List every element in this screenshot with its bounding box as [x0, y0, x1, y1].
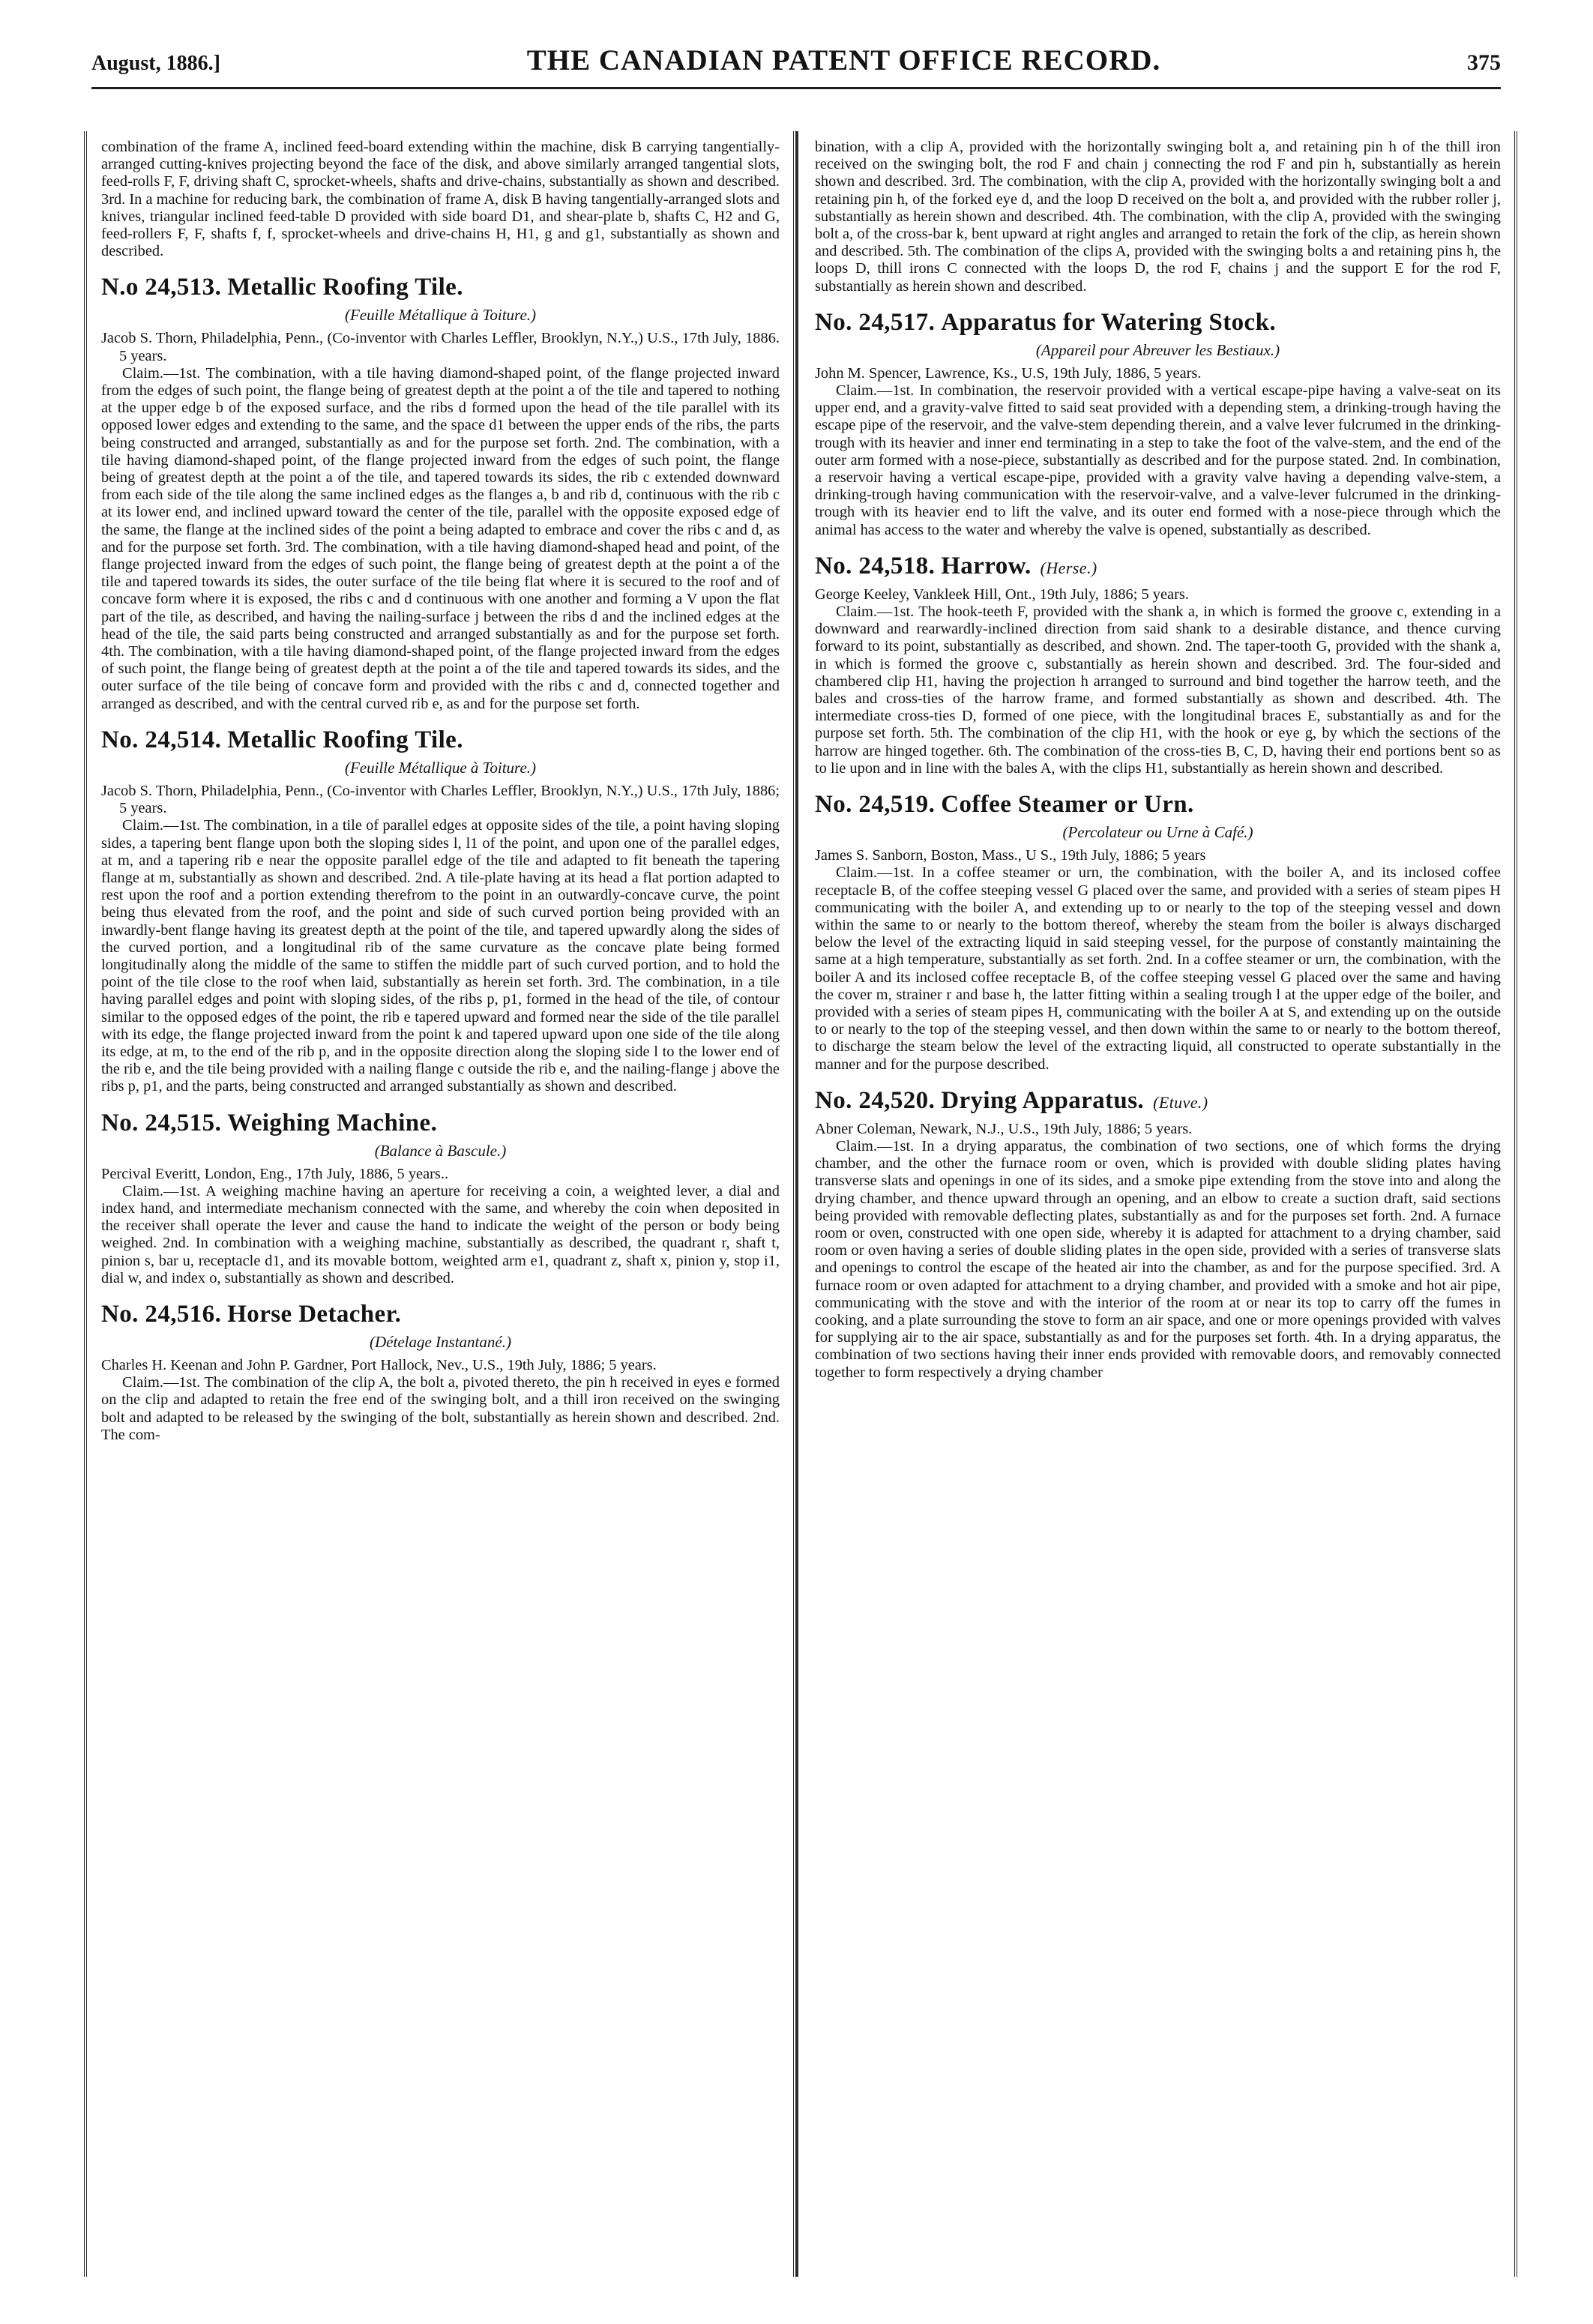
french-title: (Appareil pour Abreuver les Bestiaux.): [1035, 340, 1280, 359]
inventor-line: George Keeley, Vankleek Hill, Ont., 19th July, 1886; 5 years.: [815, 585, 1189, 603]
patent-title: Metallic Roofing Tile.: [227, 274, 463, 301]
inventor-line: Abner Coleman, Newark, N.J., U.S., 19th July, 1886; 5 years.: [815, 1120, 1193, 1137]
inventor-line: Jacob S. Thorn, Philadelphia, Penn., (Co-inventor with Charles Leffler, Brooklyn, N.Y.,) U.S., 17th July, 1886. 5 years.: [101, 330, 780, 364]
claims-text: Claim.—1st. The combination, in a tile of parallel edges at opposite sides of the tile, a point having sloping sides, a tapering bent flange upon both the sloping sides l, l1 of the point, and upon one of the parallel edges, at m, and a tapering rib e near the opposite parallel edge of the tile and adapted to fit beneath the tapering flange at m, substantially as shown and described. 2nd. A tile-plate having at its head a flat portion adapted to rest upon the roof and a portion extending therefrom to the point in an outwardly-concave curve, the point being thus elevated from the roof, and the point and side of such curved portion being provided with an inwardly-bent flange having its greatest depth at the point of the tile, and tapered upwardly along the sides of the curved portion, and a longitudinal rib of the same curvature as the concave plate being formed longitudinally along the middle of the same to stiffen the middle part of such curved portion, and to hold the point of the tile close to the roof when laid, substantially as herein set forth. 3rd. The combination, in a tile having parallel edges and point with sloping sides, of the ribs p, p1, formed in the head of the tile, of contour similar to the opposed edges of the point, the rib e tapered upward and formed near the side of the tile parallel with its edge, the flange projected inward from the point k and tapered upward upon one side of the tile along its edge, at m, to the end of the rib p, and in the opposite direction along the sloping side l to the lower end of the rib e, and the tile being provided with a nailing flange c outside the rib e, and the nailing-flange j above the ribs p, p1, and the parts, being constructed and arranged substantially as shown and described.: [101, 817, 780, 1095]
inventor-line: James S. Sanborn, Boston, Mass., U S., 19th July, 1886; 5 years: [815, 847, 1206, 864]
page-number: 375: [1467, 50, 1501, 75]
patent-number: No. 24,518.: [815, 552, 936, 580]
patent-heading: [101, 271, 780, 304]
claims-text: Claim.—1st. The combination of the clip A, the bolt a, pivoted thereto, the pin h received in eyes e formed on the clip and adapted to retain the free end of the swinging bolt, and a thill iron received on the swinging bolt and adapted to be released by the swinging of the bolt, substantially as herein shown and described. 2nd. The com-: [101, 1374, 780, 1443]
continued-claims: combination of the frame A, inclined feed-board extending within the machine, disk B carrying tangentially-arranged cutting-knives projecting beyond the face of the disk, and above similarly arranged tangential slots, feed-rolls F, F, driving shaft C, sprocket-wheels, shafts and drive-chains, substantially as shown and described. 3rd. In a machine for reducing bark, the combination of frame A, disk B having tangentially-arranged slots and knives, triangular inclined feed-table D provided with side board D1, and shear-plate b, shafts C, H2 and G, feed-rollers F, F, shafts f, f, sprocket-wheels and drive-chains H, H1, g and g1, substantially as shown and described.: [101, 139, 780, 260]
patent-title: Coffee Steamer or Urn.: [941, 791, 1194, 819]
claims-text: Claim.—1st. The combination, with a tile having diamond-shaped point, of the flange projected inward from the edges of such point, the flange being of greatest depth at the point a of the tile and tapered to nothing at the upper edge b of the exposed surface, and the ribs d formed upon the head of the tile parallel with its opposed lower edges and extending to the same, and the space d1 between the upper ends of the ribs, the parts being constructed and arranged, substantially as and for the purpose set forth. 2nd. The combination, with a tile having diamond-shaped point, of the flange projected inward from the edges of such point, the flange being of greatest depth at the point a of the tile, and tapered towards its sides, the rib c extended downward from each side of the tile along the same inclined edges as the flanges a, b and rib d, continuous with the rib c at its lower end, and inclined upward toward the center of the tile, parallel with the opposite exposed edge of the same, the flange at the inclined sides of the point a being adapted to embrace and cover the ribs c and d, as and for the purpose set forth. 3rd. The combination, with a tile having diamond-shaped head and point, of the flange projected inward from the edges of such point, the flange being of greatest depth at the point a of the tile and tapered towards its sides, the outer surface of the tile being flat where it is secured to the roof and of concave form where it is exposed, the ribs c and d continuous with one another and forming a V upon the flat part of the tile, as described, and having the nailing-surface j between the ribs d and the inclined edges at the head of the tile, the said parts being constructed and arranged substantially as and for the purpose set forth. 4th. The combination, with a tile having diamond-shaped point, of the flange projected inward from the edges of such point, the flange being of greatest depth at the point a of the tile and tapered towards its sides, and the outer surface of the tile being of concave form and provided with the ribs c and d, connected together and arranged as described, and with the central curved rib e, as and for the purpose set forth.: [101, 364, 780, 712]
continued-claims: bination, with a clip A, provided with the horizontally swinging bolt a, and retaining pin h of the thill iron received on the swinging bolt, the rod F and chain j connecting the rod F and pin h, substantially as herein shown and described. 3rd. The combination, with the clip A, provided with the horizontally swinging bolt a and retaining pin h, of the forked eye d, and the loop D received on the bolt a, and provided with the rubber roller j, substantially as herein shown and described. 4th. The combination, with the clip A, provided with the swinging bolt a, of the cross-bar k, bent upward at right angles and arranged to retain the fork of the clip, as herein shown and described. 5th. The combination of the clips A, provided with the swinging bolts a and retaining pins h, the loops D, thill irons C connected with the loops D, the rod F, chains j and the support E for the rod F, substantially as herein shown and described.: [815, 139, 1501, 295]
patent-heading: [101, 1107, 780, 1140]
patent-title: Weighing Machine.: [227, 1109, 438, 1137]
patent-title: Horse Detacher.: [227, 1300, 402, 1328]
patent-title: Harrow.: [941, 552, 1032, 580]
inventor-line: Jacob S. Thorn, Philadelphia, Penn., (Co-inventor with Charles Leffler, Brooklyn, N.Y.,) U.S., 17th July, 1886; 5 years.: [101, 782, 780, 817]
publication-title: THE CANADIAN PATENT OFFICE RECORD.: [526, 44, 1161, 76]
patent-24515: [101, 1107, 780, 1287]
patent-number: No. 24,520.: [815, 1086, 936, 1114]
patent-24519: [815, 788, 1501, 1074]
patent-title: Apparatus for Watering Stock.: [941, 308, 1276, 336]
claims-text: Claim.—1st. A weighing machine having an aperture for receiving a coin, a weighted lever, a dial and index hand, and intermediate mechanism connected with the same, and whereby the coin when deposited in the receiver shall operate the lever and cause the hand to indicate the weight of the person or body being weighed. 2nd. In combination with a weighing machine, substantially as described, the quadrant r, shaft t, pinion s, bar u, receptacle d1, and its movable bottom, weighted arm e1, quadrant z, shaft x, pinion y, stop i1, dial w, and index o, substantially as shown and described.: [101, 1182, 780, 1286]
patent-number: No. 24,517.: [815, 308, 936, 336]
french-title: (Feuille Métallique à Toiture.): [344, 758, 537, 777]
patent-24516: [101, 1298, 780, 1444]
patent-number: No. 24,516.: [101, 1300, 222, 1328]
patent-title: Drying Apparatus.: [941, 1086, 1145, 1114]
claims-text: Claim.—1st. In combination, the reservoir provided with a vertical escape-pipe having a valve-seat on its upper end, and a gravity-valve fitted to said seat provided with a depending stem, a drinking-trough having the escape pipe of the reservoir, and the valve-stem depending therein, and a valve lever fulcrumed in the drinking-trough with its heavier and inner end terminating in a step to take the foot of the valve-stem, and the end of the outer arm formed with a nose-piece, substantially as described and for the purpose stated. 2nd. In combination, a reservoir having a vertical escape-pipe, provided with a gravity valve having a depending valve-stem, a drinking-trough having communication with the reservoir-valve, and a valve-lever fulcrumed in the drinking-trough with its heavier end to lift the valve, and its outer end formed with a nose-piece through which the animal has access to the water and whereby the valve is opened, substantially as described.: [815, 382, 1501, 538]
patent-number: No. 24,515.: [101, 1109, 222, 1137]
inventor-line: John M. Spencer, Lawrence, Ks., U.S, 19th July, 1886, 5 years.: [815, 364, 1202, 382]
claims-text: Claim.—1st. In a drying apparatus, the combination of two sections, one of which forms the drying chamber, and the other the furnace room or oven, which is provided with double sliding plates having transverse slats and openings in one of its sides, and a smoke pipe extending from the stove into and along the drying chamber, and thence upward through an opening, and an elbow to create a suction draft, said sections being provided with removable deflecting plates, substantially as and for the purposes set forth. 2nd. A furnace room or oven, constructed with one open side, whereby it is adapted for attachment to a drying chamber, said room or oven having a series of double sliding plates in the open side, provided with a series of transverse slats and openings to control the escape of the heated air into the chamber, as and for the purpose specified. 3rd. A furnace room or oven adapted for attachment to a drying chamber, and provided with a smoke and hot air pipe, communicating with the stove and with the interior of the room at or near its top to carry off the fumes in cooking, and a plate surrounding the stove to form an air space, and one or more openings provided with valves for supplying air to the air space, substantially as and for the purposes set forth. 4th. In a drying apparatus, the combination of two sections having their inner ends provided with removable doors, and removably connected together to form respectively a drying chamber: [815, 1137, 1501, 1381]
patent-24520: [815, 1084, 1501, 1382]
patent-heading: [815, 1084, 1501, 1119]
french-title: (Balance à Bascule.): [374, 1141, 507, 1160]
patent-heading: [101, 723, 780, 756]
patent-title: Metallic Roofing Tile.: [227, 726, 463, 753]
patent-number: No. 24,514.: [101, 726, 222, 753]
right-column: [815, 139, 1501, 2272]
issue-date: August, 1886.]: [91, 52, 220, 75]
french-title: (Etuve.): [1153, 1092, 1208, 1112]
patent-24518: [815, 550, 1501, 777]
patent-heading: [815, 550, 1501, 585]
inventor-line: Percival Everitt, London, Eng., 17th July, 1886, 5 years..: [101, 1165, 449, 1182]
french-title: (Dételage Instantané.): [370, 1332, 511, 1351]
inventor-line: Charles H. Keenan and John P. Gardner, Port Hallock, Nev., U.S., 19th July, 1886; 5 years.: [101, 1356, 657, 1373]
left-column: [101, 139, 780, 2272]
patent-24517: [815, 306, 1501, 539]
patent-heading: [815, 788, 1501, 821]
patent-heading: [815, 306, 1501, 339]
french-title: (Percolateur ou Urne à Café.): [1062, 823, 1253, 842]
patent-heading: [101, 1298, 780, 1331]
patent-number: N.o 24,513.: [101, 274, 222, 301]
french-title: (Feuille Métallique à Toiture.): [344, 306, 537, 325]
patent-24513: [101, 271, 780, 712]
claims-text: Claim.—1st. The hook-teeth F, provided with the shank a, in which is formed the groove c, extending in a downward and rearwardly-inclined direction from said shank to a desirable distance, and thence curving forward to its point, substantially as described, and shown. 2nd. The taper-tooth G, provided with the shank a, in which is formed the groove c, substantially as herein shown and described. 3rd. The four-sided and chambered clip H1, having the projection h arranged to surround and bind together the harrow teeth, and the bales and cross-ties of the harrow frame, and formed substantially as shown and described. 4th. The intermediate cross-ties D, formed of one piece, with the longitudinal braces E, substantially as and for the purpose set forth. 5th. The combination of the clip H1, with the hook or eye g, by which the sections of the harrow are hinged together. 6th. The combination of the cross-ties B, C, D, having their end portions bent so as to lie upon and in line with the bales A, with the clips H1, substantially as herein shown and described.: [815, 603, 1501, 777]
running-head: [91, 43, 1501, 89]
claims-text: Claim.—1st. In a coffee steamer or urn, the combination, with the boiler A, and its inclosed coffee receptacle B, of the coffee steeping vessel G placed over the same, and provided with a series of steam pipes H communicating with the boiler A, and extending up to or nearly to the top of the steeping vessel and down within the same to or nearly to the bottom thereof, whereby the steam from the boiler is always discharged below the level of the extracting liquid in said steeping vessel, for the purpose of constantly maintaining the same at a high temperature, substantially as set forth. 2nd. In a coffee steamer or urn, the combination, with the boiler A and its inclosed coffee receptacle B, of the coffee steeping vessel G placed over the same and having the cover m, strainer r and base h, the latter fitting within a sealing trough l at the upper edge of the boiler, and provided with a series of steam pipes H, communicating with the boiler A at S, and extending up on the outside to or nearly to the top of the steeping vessel, and then down within the same to or nearly to the bottom thereof, to discharge the steam below the level of the extracting liquid, all constructed to operate substantially in the manner and for the purpose described.: [815, 864, 1501, 1073]
patent-24514: [101, 723, 780, 1096]
french-title: (Herse.): [1040, 558, 1097, 577]
patent-number: No. 24,519.: [815, 791, 936, 819]
